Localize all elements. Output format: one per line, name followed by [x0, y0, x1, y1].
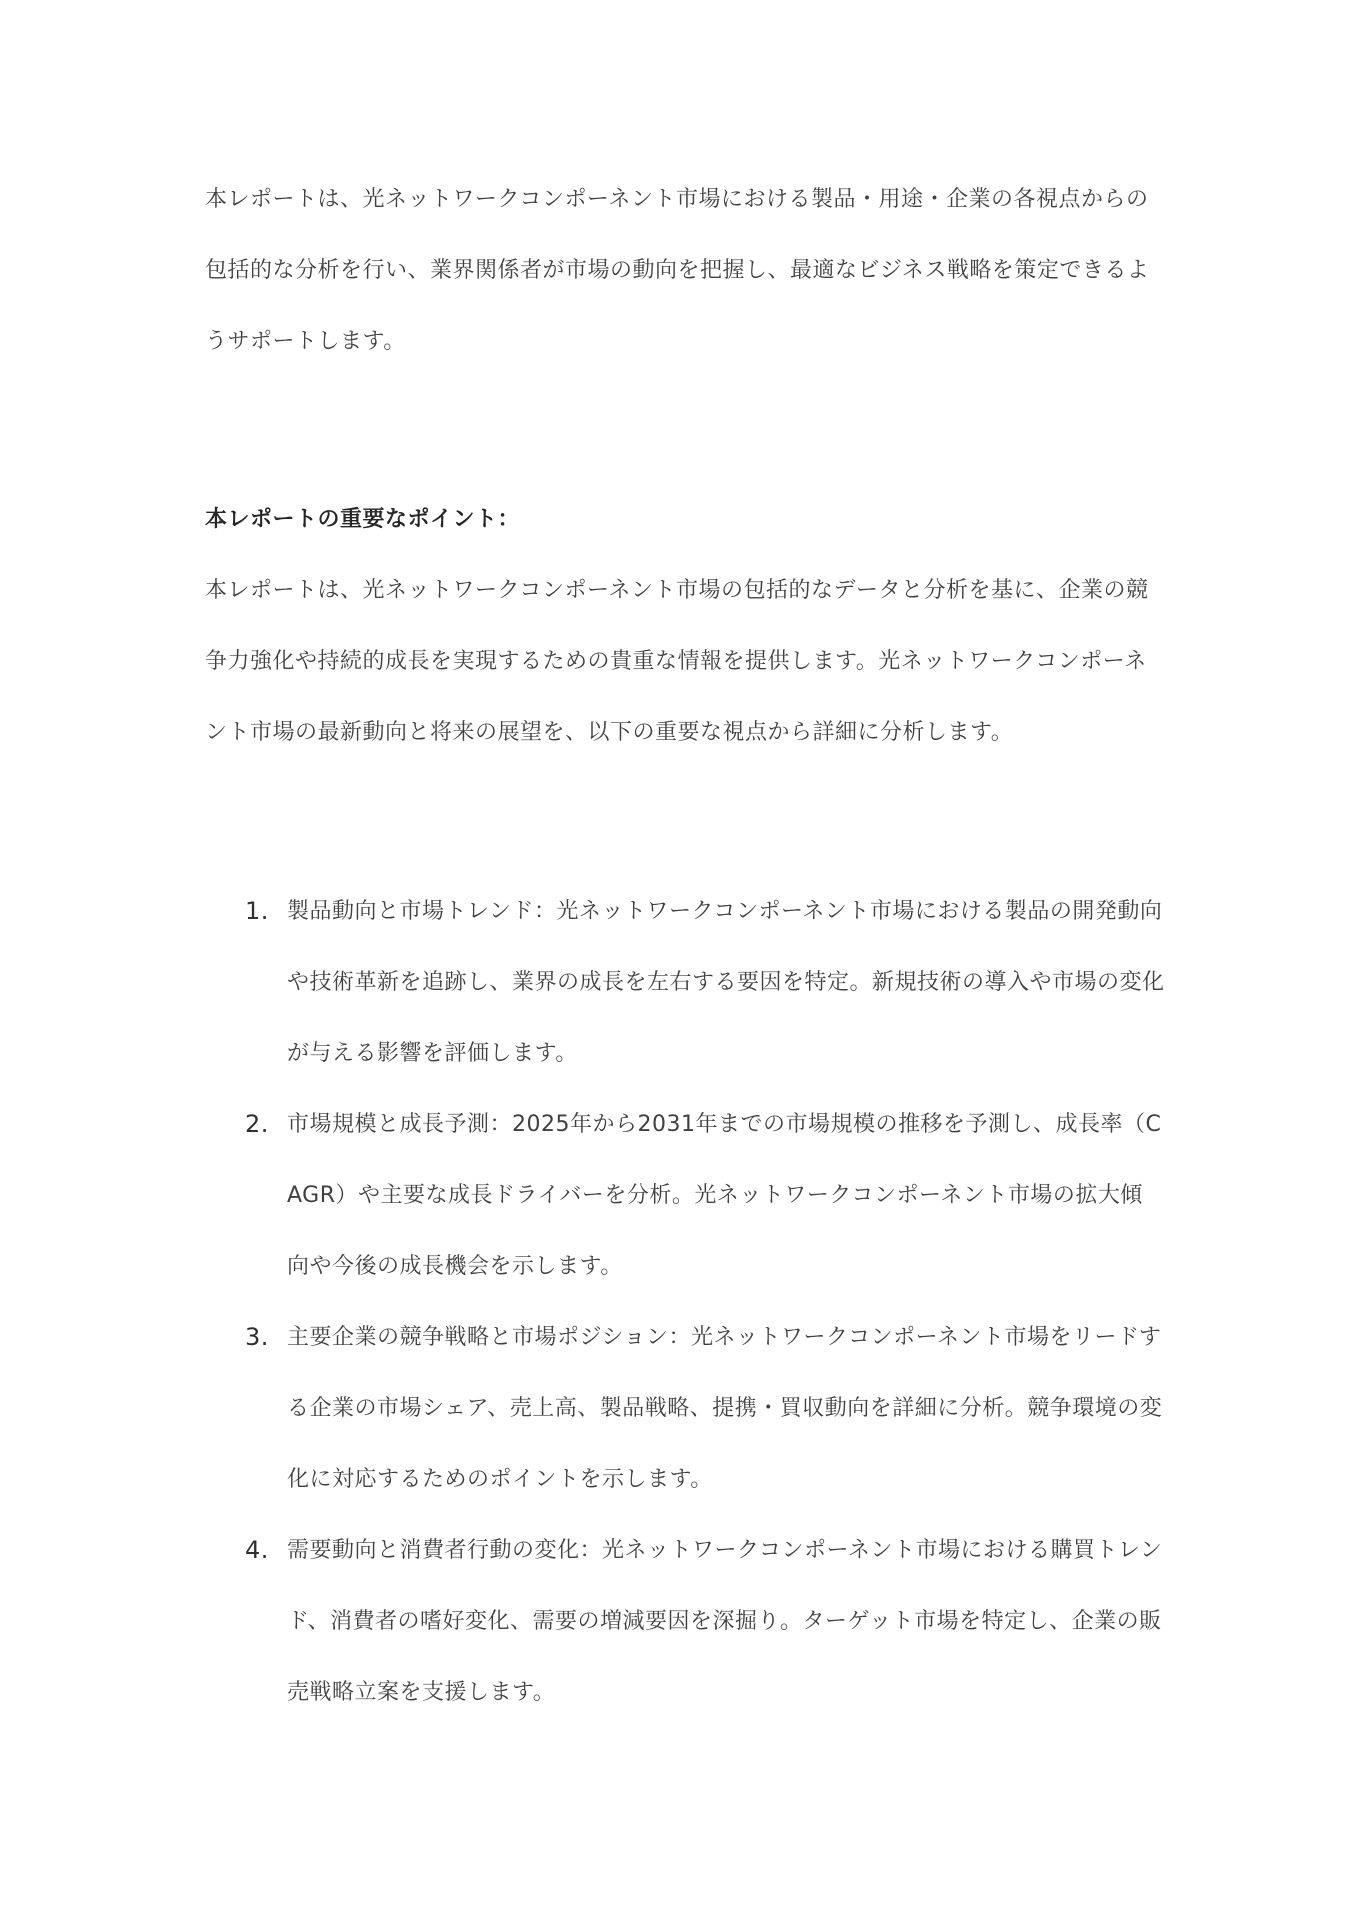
intro-paragraph: 本レポートは、光ネットワークコンポーネント市場における製品・用途・企業の各視点からの包括的な分析を行い、業界関係者が市場の動向を把握し、最適なビジネス戦略を策定できるようサポートします。 [205, 187, 1150, 354]
list-item-text: 製品動向と市場トレンド：光ネットワークコンポーネント市場における製品の開発動向や技術革新を追跡し、業界の成長を左右する要因を特定。新規技術の導入や市場の変化が与える影響を評価します。 [287, 899, 1165, 1066]
list-item-number: 3. [245, 1323, 269, 1351]
list-item [245, 1515, 1165, 1728]
key-points-list [245, 876, 1165, 1728]
list-item [245, 1302, 1165, 1515]
list-item-number: 2. [245, 1110, 269, 1138]
list-item-text: 市場規模と成長予測：2025年から2031年までの市場規模の推移を予測し、成長率（CAGR）や主要な成長ドライバーを分析。光ネットワークコンポーネント市場の拡大傾向や今後の成長機会を示します。 [287, 1112, 1162, 1279]
list-item-number: 1. [245, 897, 269, 925]
list-item [245, 876, 1165, 1089]
list-item-text: 需要動向と消費者行動の変化：光ネットワークコンポーネント市場における購買トレンド、消費者の嗜好変化、需要の増減要因を深掘り。ターゲット市場を特定し、企業の販売戦略立案を支援します。 [287, 1538, 1163, 1705]
list-item [245, 1089, 1165, 1302]
list-item-number: 4. [245, 1536, 269, 1564]
list-item-text: 主要企業の競争戦略と市場ポジション：光ネットワークコンポーネント市場をリードする企業の市場シェア、売上高、製品戦略、提携・買収動向を詳細に分析。競争環境の変化に対応するためのポイントを示します。 [287, 1325, 1163, 1492]
lead-paragraph: 本レポートは、光ネットワークコンポーネント市場の包括的なデータと分析を基に、企業の競争力強化や持続的成長を実現するための貴重な情報を提供します。光ネットワークコンポーネント市場の最新動向と将来の展望を、以下の重要な視点から詳細に分析します。 [205, 578, 1149, 745]
section-heading: 本レポートの重要なポイント： [205, 507, 521, 532]
